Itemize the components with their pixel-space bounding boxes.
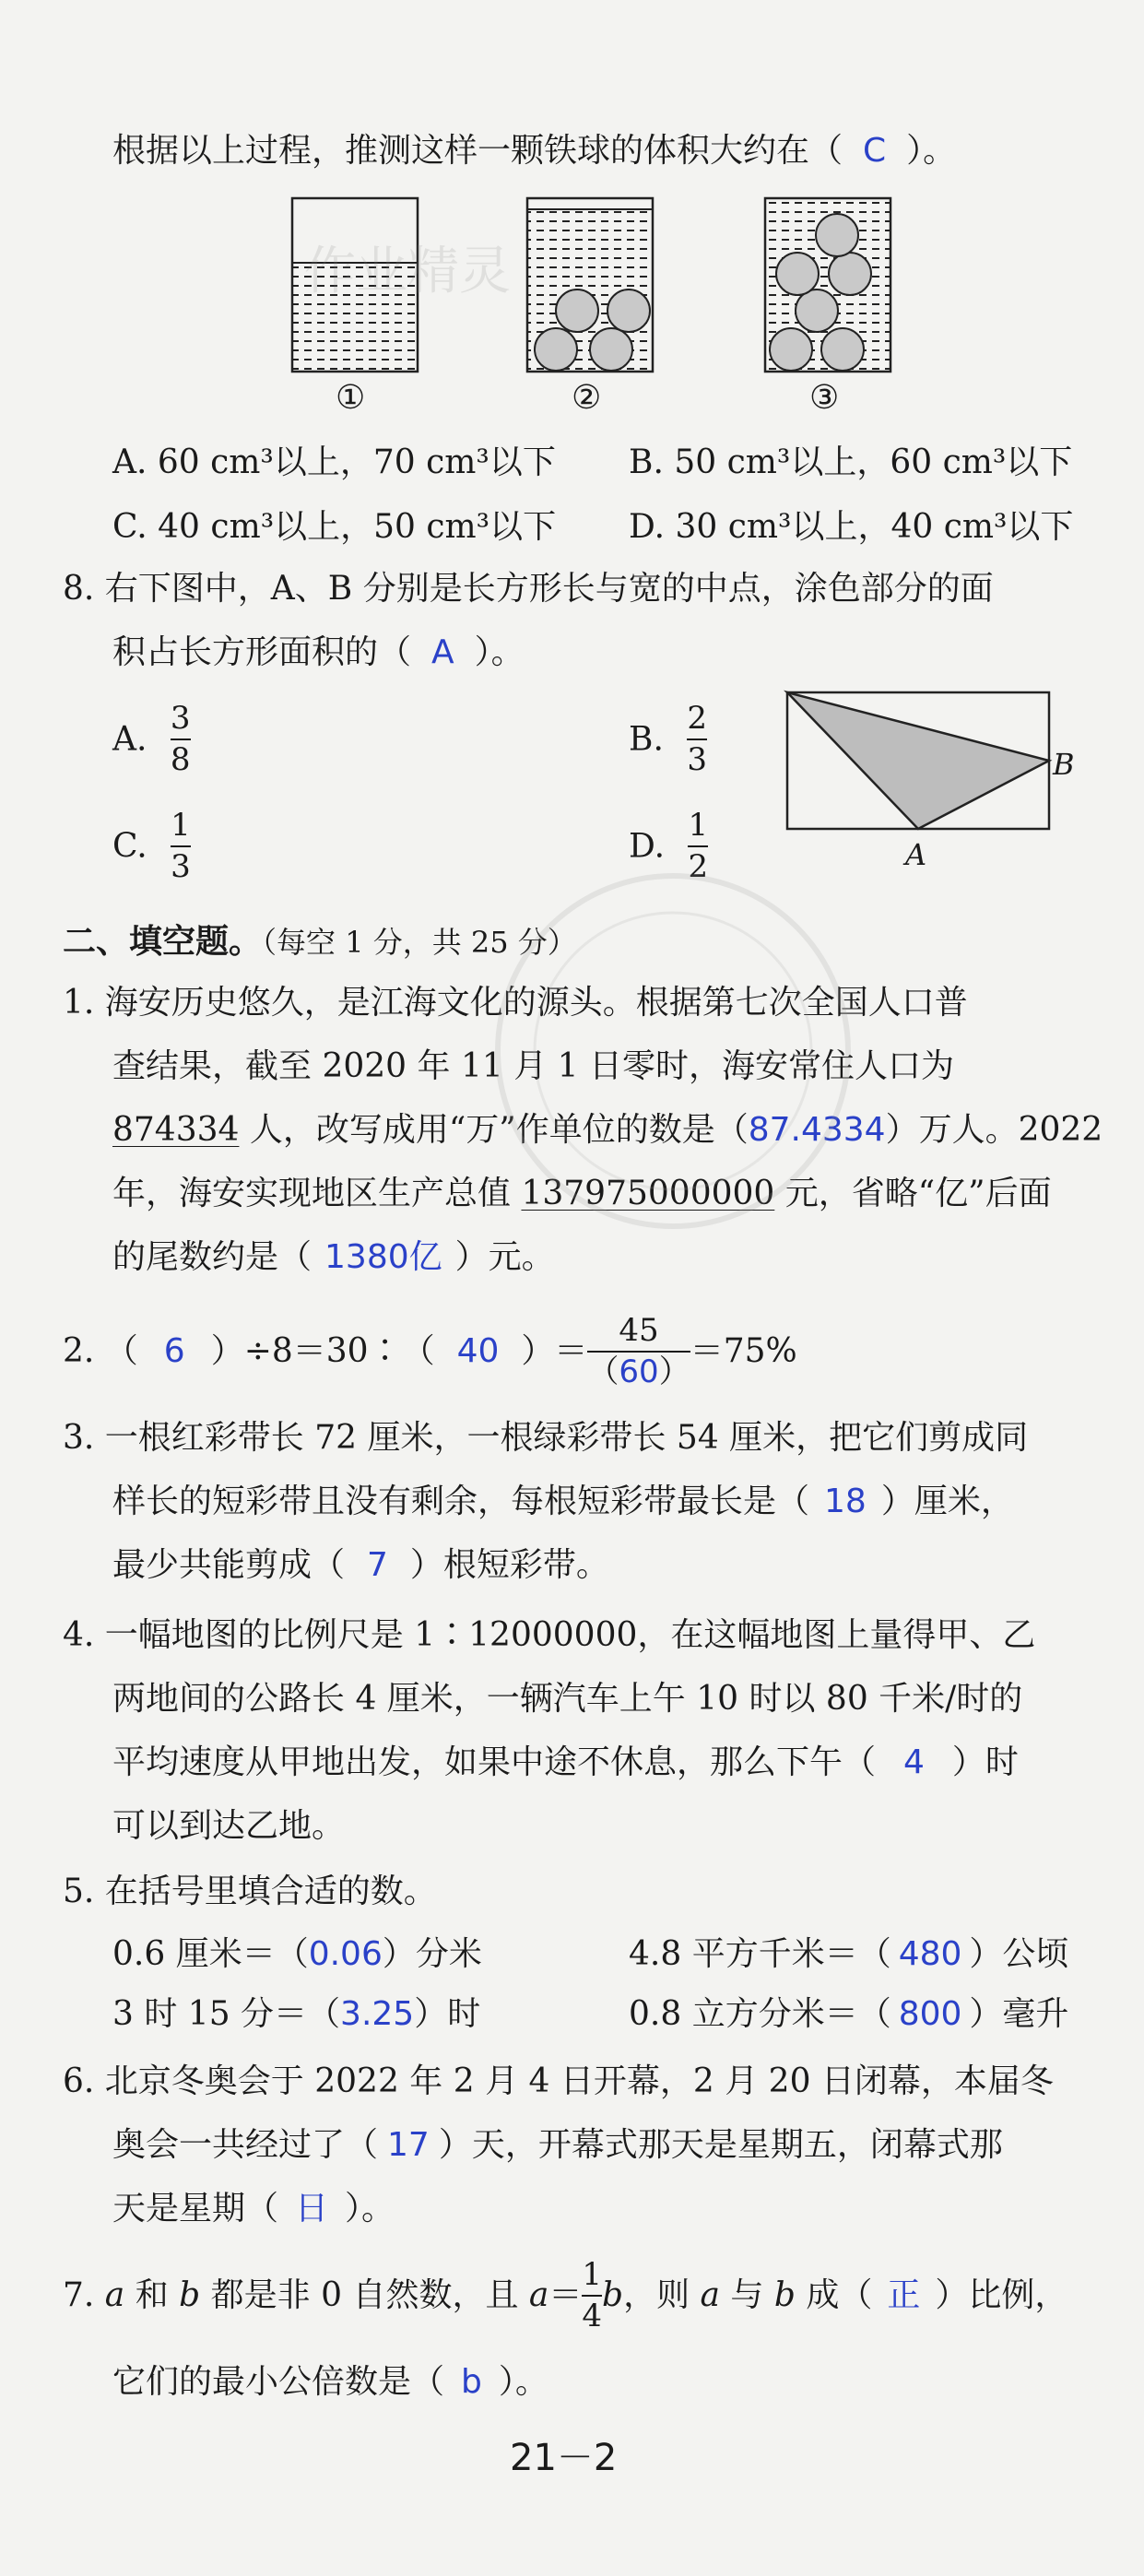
q8-option-d[interactable]: D. $\frac{1}{2}$ (629, 807, 709, 886)
q8-line2: 积占长方形面积的（ A ）。 (112, 633, 525, 671)
point-a-label: A (905, 837, 927, 872)
iron-ball (535, 328, 577, 371)
f3-answer-2[interactable]: 7 (367, 1546, 388, 1584)
page-number: 21－2 (510, 2437, 618, 2479)
f6-line2: 奥会一共经过了（ 17 ）天，开幕式那天是星期五，闭幕式那 (112, 2126, 1003, 2164)
watermark-logo: 作业精灵 (304, 242, 511, 301)
q8-option-c[interactable]: C. $\frac{1}{3}$ (112, 807, 191, 886)
iron-ball (816, 214, 858, 256)
iron-ball (821, 328, 864, 371)
f3-line3: 最少共能剪成（ 7 ）根短彩带。 (112, 1546, 609, 1584)
f2-answer-3[interactable]: 60 (619, 1353, 659, 1391)
f1-line3: 874334 人，改写成用“万”作单位的数是（87.4334）万人。2022 (112, 1111, 1103, 1149)
point-b-label: B (1053, 747, 1075, 782)
f5-answer-2[interactable]: 480 (898, 1935, 962, 1973)
iron-ball (556, 290, 598, 332)
iron-ball (607, 290, 650, 332)
f6-answer-2[interactable]: 日 (295, 2190, 329, 2227)
f5-line1: 5. 在括号里填合适的数。 (63, 1873, 437, 1910)
f1-line5: 的尾数约是（ 1380亿 ）元。 (112, 1238, 555, 1276)
f6-line3: 天是星期（ 日 ）。 (112, 2190, 395, 2227)
f5-answer-1[interactable]: 0.06 (308, 1935, 383, 1973)
f5-item-2: 4.8 平方千米＝（ 480 ）公顷 (629, 1935, 1069, 1973)
f6-answer-1[interactable]: 17 (387, 2126, 430, 2164)
q8-rectangle-figure (784, 687, 1088, 871)
f3-line1: 3. 一根红彩带长 72 厘米，一根绿彩带长 54 厘米，把它们剪成同 (63, 1419, 1029, 1457)
f1-line2: 查结果，截至 2020 年 11 月 1 日零时，海安常住人口为 (112, 1047, 954, 1085)
f7-line1: 7. a 和 b 都是非 0 自然数，且 a＝ $\frac{1}{4}$ b，则 a 与 b 成（ 正 ）比例， (63, 2256, 1068, 2335)
q8-option-a[interactable]: A. $\frac{3}{8}$ (112, 700, 191, 779)
f2-fraction: $\frac{45}{(60)}$ (587, 1312, 690, 1391)
q7-option-b[interactable]: B. 50 cm³以上，60 cm³以下 (629, 443, 1073, 481)
f7-line2: 它们的最小公倍数是（ b ）。 (112, 2363, 548, 2401)
q7-option-c[interactable]: C. 40 cm³以上，50 cm³以下 (112, 508, 557, 546)
q7-answer[interactable]: C (863, 132, 887, 170)
f7-answer-1[interactable]: 正 (887, 2276, 921, 2315)
f4-line1: 4. 一幅地图的比例尺是 1∶12000000，在这幅地图上量得甲、乙 (63, 1616, 1036, 1654)
f2-equation: 2. （ 6 ）÷8＝30∶（ 40 ）＝ $\frac{45}{(60)}$ ＝75% (63, 1312, 797, 1391)
f1-answer-2[interactable]: 1380亿 (324, 1238, 442, 1276)
f2-answer-2[interactable]: 40 (456, 1332, 500, 1371)
f6-line1: 6. 北京冬奥会于 2022 年 2 月 4 日开幕，2 月 20 日闭幕，本届冬 (63, 2062, 1054, 2100)
q8-answer[interactable]: A (431, 633, 454, 671)
section-2-heading: 二、填空题。（每空 1 分，共 25 分） (63, 923, 577, 961)
iron-ball (829, 253, 871, 295)
f1-line1: 1. 海安历史悠久，是江海文化的源头。根据第七次全国人口普 (63, 984, 968, 1022)
f5-answer-3[interactable]: 3.25 (340, 1995, 415, 2033)
q8-line1: 8. 右下图中，A、B 分别是长方形长与宽的中点，涂色部分的面 (63, 570, 994, 608)
f7-answer-2[interactable]: b (461, 2363, 482, 2401)
f5-item-3: 3 时 15 分＝（3.25）时 (112, 1995, 481, 2033)
figure-label-1: ① (336, 379, 366, 417)
q7-stem: 根据以上过程，推测这样一颗铁球的体积大约在（ C ）。 (112, 132, 957, 170)
iron-ball (776, 253, 819, 295)
f2-answer-1[interactable]: 6 (163, 1332, 185, 1371)
figure-label-2: ② (572, 379, 602, 417)
iron-ball (770, 328, 812, 371)
f4-answer[interactable]: 4 (903, 1743, 925, 1781)
figure-label-3: ③ (809, 379, 840, 417)
f1-line4: 年，海安实现地区生产总值 137975000000 元，省略“亿”后面 (112, 1175, 1052, 1212)
f7-fraction: $\frac{1}{4}$ (582, 2256, 603, 2335)
shaded-triangle (787, 692, 1049, 829)
f4-line4: 可以到达乙地。 (112, 1807, 346, 1845)
iron-ball (590, 328, 632, 371)
beaker-2 (527, 198, 653, 372)
q8-option-b[interactable]: B. $\frac{2}{3}$ (629, 700, 707, 779)
f5-answer-4[interactable]: 800 (898, 1995, 962, 2033)
f3-line2: 样长的短彩带且没有剩余，每根短彩带最长是（ 18 ）厘米， (112, 1483, 1014, 1520)
f5-item-1: 0.6 厘米＝（0.06）分米 (112, 1935, 482, 1973)
q7-option-d[interactable]: D. 30 cm³以上，40 cm³以下 (629, 508, 1074, 546)
q7-option-a[interactable]: A. 60 cm³以上，70 cm³以下 (112, 443, 556, 481)
beaker-3 (765, 198, 890, 372)
f1-answer-1[interactable]: 87.4334 (748, 1111, 886, 1149)
f3-answer-1[interactable]: 18 (824, 1483, 867, 1520)
iron-ball (796, 290, 838, 332)
f4-line3: 平均速度从甲地出发，如果中途不休息，那么下午（ 4 ）时 (112, 1743, 1019, 1781)
f5-item-4: 0.8 立方分米＝（ 800 ）毫升 (629, 1995, 1069, 2033)
watermark-seal (479, 857, 867, 1245)
f4-line2: 两地间的公路长 4 厘米，一辆汽车上午 10 时以 80 千米/时的 (112, 1680, 1023, 1718)
